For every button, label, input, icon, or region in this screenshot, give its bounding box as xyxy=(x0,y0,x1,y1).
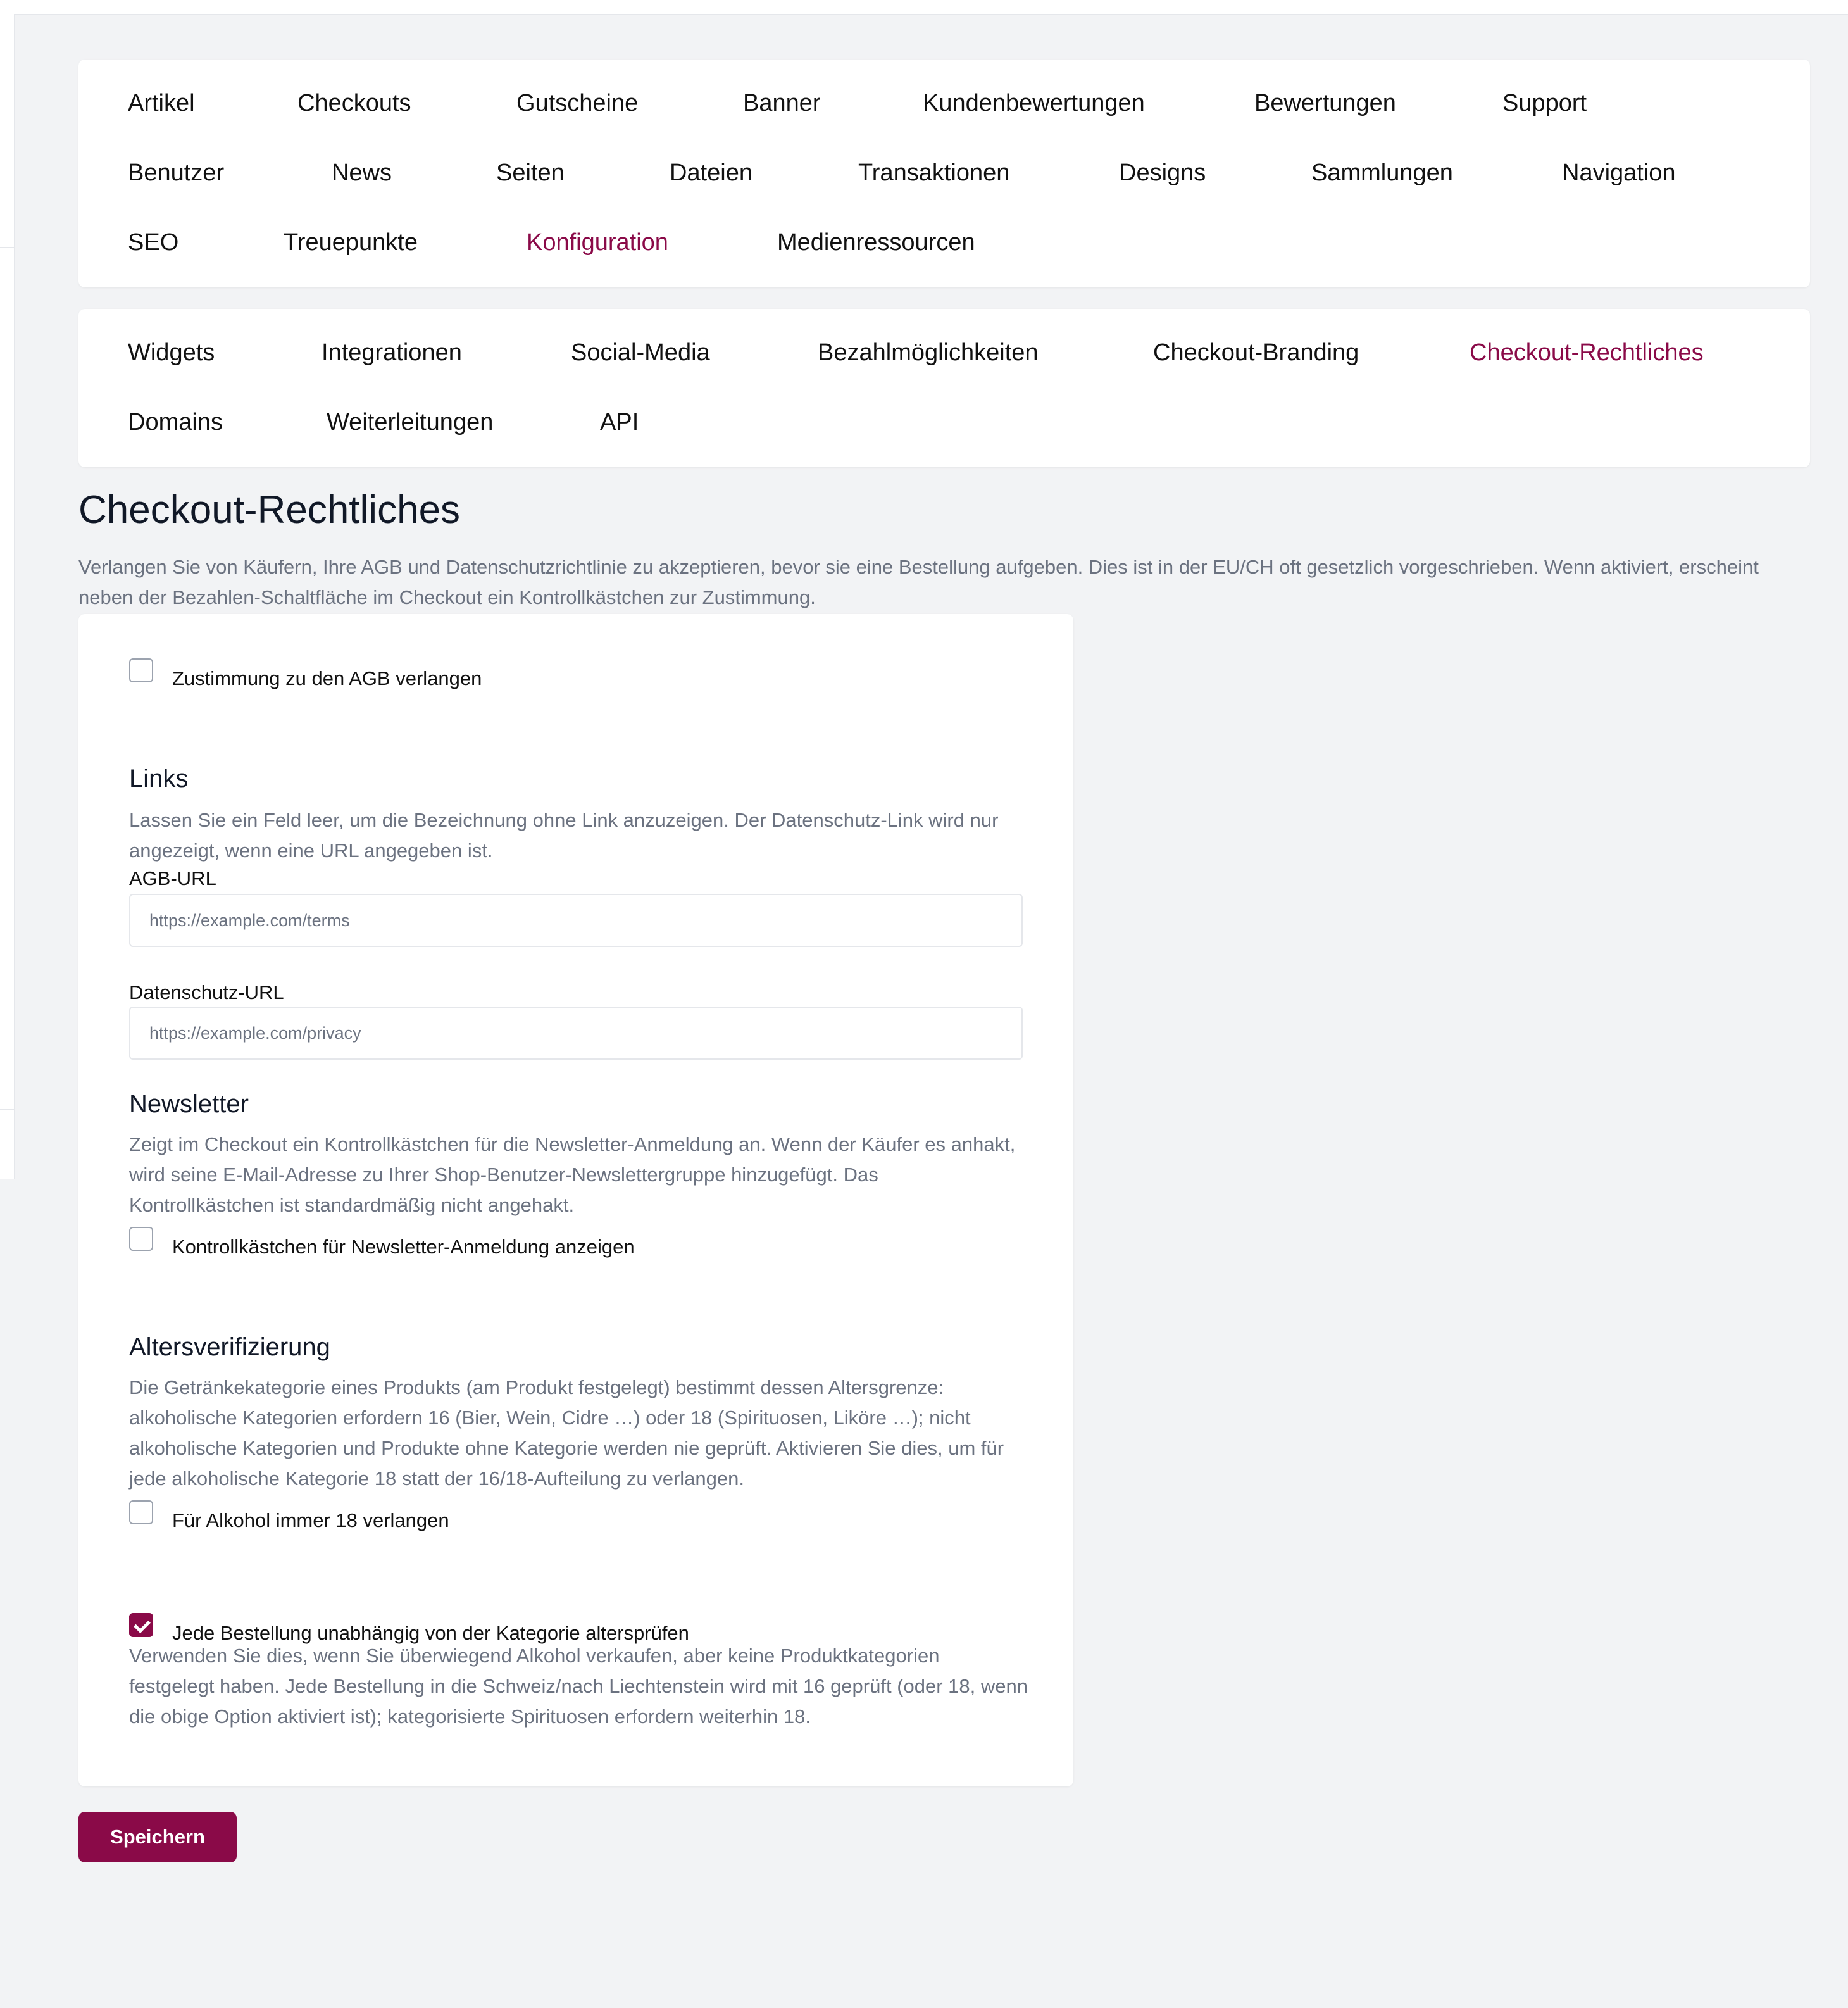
nav-item-konfiguration[interactable]: Konfiguration xyxy=(527,229,668,256)
newsletter-row xyxy=(129,1227,635,1258)
nav-item-bewertungen[interactable]: Bewertungen xyxy=(1254,90,1396,116)
subnav-item-bezahlmoeglichkeiten[interactable]: Bezahlmöglichkeiten xyxy=(818,339,1039,366)
terms-url-input[interactable] xyxy=(129,894,1023,947)
nav-item-banner[interactable]: Banner xyxy=(743,90,821,116)
subnav-item-checkout-branding[interactable]: Checkout-Branding xyxy=(1153,339,1359,366)
links-help-text: Lassen Sie ein Feld leer, um die Bezeichnung ohne Link anzuzeigen. Der Datenschutz-Link wird nur angezeigt, wenn eine URL angegeben ist. xyxy=(129,809,999,862)
nav-item-gutscheine[interactable]: Gutscheine xyxy=(516,90,639,116)
subnav-item-domains[interactable]: Domains xyxy=(128,409,223,436)
subnav-item-social-media[interactable]: Social-Media xyxy=(571,339,710,366)
require-terms-label: Zustimmung zu den AGB verlangen xyxy=(172,667,482,689)
every-order-checkbox[interactable] xyxy=(129,1613,153,1637)
age-help-text: Die Getränkekategorie eines Produkts (am Produkt festgelegt) bestimmt dessen Altersgrenze: alkoholische Kategorien erfordern 16 (Bier, Wein, Cidre …) oder 18 (Spirituosen, Liköre …); nicht alkoholische Kategorien und Produkte ohne Kategorie werden nie geprüft. Aktivieren Sie dies, um für jede alkoholische Kategorie 18 statt der 16/18-Aufteilung zu verlangen. xyxy=(129,1376,1004,1490)
top-bar xyxy=(0,0,1848,15)
privacy-url-input[interactable] xyxy=(129,1007,1023,1060)
nav-item-artikel[interactable]: Artikel xyxy=(128,90,195,116)
require-terms-row xyxy=(129,658,482,690)
terms-url-label: AGB-URL xyxy=(129,867,216,889)
nav-item-support[interactable]: Support xyxy=(1502,90,1587,116)
nav-item-sammlungen[interactable]: Sammlungen xyxy=(1311,160,1453,186)
subnav-item-integrationen[interactable]: Integrationen xyxy=(322,339,462,366)
nav-item-checkouts[interactable]: Checkouts xyxy=(297,90,411,116)
age-section-title: Altersverifizierung xyxy=(129,1333,330,1361)
subnav-item-api[interactable]: API xyxy=(600,409,639,436)
newsletter-help-text: Zeigt im Checkout ein Kontrollkästchen für die Newsletter-Anmeldung an. Wenn der Käufer es anhakt, wird seine E-Mail-Adresse zu Ihrer Shop-Benutzer-Newslettergruppe hinzugefügt. Das Kontrollkästchen ist standardmäßig nicht angehakt. xyxy=(129,1133,1016,1216)
save-button[interactable]: Speichern xyxy=(78,1812,237,1862)
nav-item-seiten[interactable]: Seiten xyxy=(496,160,565,186)
always-18-checkbox[interactable] xyxy=(129,1500,153,1524)
newsletter-checkbox[interactable] xyxy=(129,1227,153,1251)
every-order-row xyxy=(129,1613,689,1645)
subnav-item-weiterleitungen[interactable]: Weiterleitungen xyxy=(327,409,494,436)
always-18-row xyxy=(129,1500,449,1532)
sidebar-edge xyxy=(0,14,15,1179)
newsletter-checkbox-label: Kontrollkästchen für Newsletter-Anmeldung anzeigen xyxy=(172,1236,635,1258)
page-title: Checkout-Rechtliches xyxy=(78,488,461,532)
sidebar-divider xyxy=(0,1109,14,1110)
primary-nav xyxy=(78,60,1810,287)
page-description: Verlangen Sie von Käufern, Ihre AGB und Datenschutzrichtlinie zu akzeptieren, bevor sie eine Bestellung aufgeben. Dies ist in der EU/CH oft gesetzlich vorgeschrieben. Wenn aktiviert, erscheint neben der Bezahlen-Schaltfläche im Checkout ein Kontrollkästchen zur Zustimmung. xyxy=(78,556,1759,608)
nav-item-medienressourcen[interactable]: Medienressourcen xyxy=(777,229,975,256)
nav-item-benutzer[interactable]: Benutzer xyxy=(128,160,225,186)
always-18-label: Für Alkohol immer 18 verlangen xyxy=(172,1509,449,1531)
require-terms-checkbox[interactable] xyxy=(129,658,153,682)
secondary-nav xyxy=(78,309,1810,467)
privacy-url-label: Datenschutz-URL xyxy=(129,981,284,1003)
newsletter-section-title: Newsletter xyxy=(129,1090,249,1118)
nav-item-dateien[interactable]: Dateien xyxy=(670,160,752,186)
nav-item-kundenbewertungen[interactable]: Kundenbewertungen xyxy=(923,90,1145,116)
nav-item-designs[interactable]: Designs xyxy=(1119,160,1206,186)
nav-item-news[interactable]: News xyxy=(332,160,392,186)
every-order-help-text: Verwenden Sie dies, wenn Sie überwiegend Alkohol verkaufen, aber keine Produktkategorien festgelegt haben. Jede Bestellung in die Schweiz/nach Liechtenstein wird mit 16 geprüft (oder 18, wenn die obige Option aktiviert ist); kategorisierte Spirituosen erfordern weiterhin 18. xyxy=(129,1645,1028,1728)
links-section-title: Links xyxy=(129,765,189,793)
nav-item-transaktionen[interactable]: Transaktionen xyxy=(858,160,1010,186)
nav-item-seo[interactable]: SEO xyxy=(128,229,179,256)
every-order-label: Jede Bestellung unabhängig von der Kategorie altersprüfen xyxy=(172,1622,689,1644)
nav-item-treuepunkte[interactable]: Treuepunkte xyxy=(284,229,418,256)
checkout-legal-form xyxy=(78,614,1073,1786)
subnav-item-widgets[interactable]: Widgets xyxy=(128,339,215,366)
nav-item-navigation[interactable]: Navigation xyxy=(1562,160,1676,186)
subnav-item-checkout-rechtliches[interactable]: Checkout-Rechtliches xyxy=(1470,339,1704,366)
sidebar-divider xyxy=(0,247,14,248)
